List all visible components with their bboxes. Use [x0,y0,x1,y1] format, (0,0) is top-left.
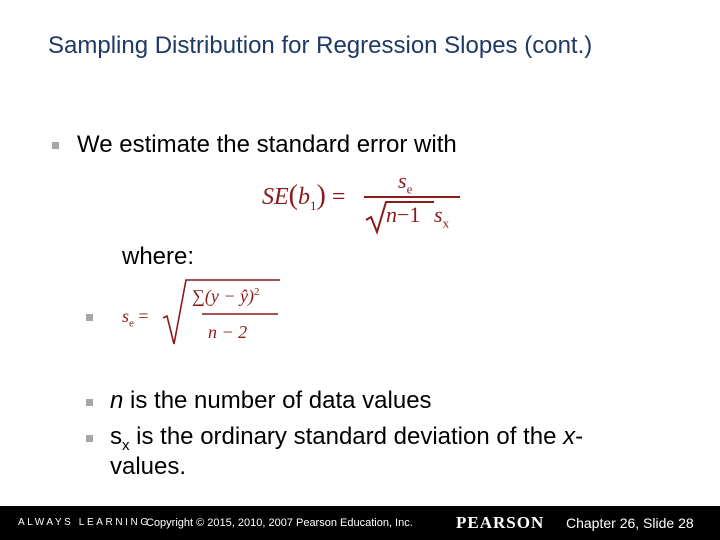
footer-pearson-logo: PEARSON [456,513,545,532]
formula-se-denominator: n − 2 [208,322,248,342]
footer-bar [0,506,720,540]
variable-x: x [563,423,576,450]
where-label: where: [122,243,195,270]
footer-copyright: Copyright © 2015, 2010, 2007 Pearson Education, Inc. [146,517,413,529]
formula-den-sub: x [442,215,450,231]
bullet-sx-text: is the ordinary standard deviation of the [129,423,564,450]
variable-s: s [110,423,122,450]
formula-numerator-s: s [398,168,407,193]
formula-sum: ∑ [192,286,205,306]
bullet-marker [86,314,93,321]
formula-den-minus-one: −1 [397,202,421,227]
formula-se-label: SE [262,184,289,210]
formula-den-s: s [434,202,443,227]
slide-title: Sampling Distribution for Regression Slopes (cont.) [48,32,593,59]
formula-numerator-sub: e [406,181,413,197]
bullet-marker [52,142,59,149]
bullet-marker [86,399,93,406]
bullet-standard-error: We estimate the standard error with [77,131,457,158]
formula-exponent: 2 [253,286,260,298]
footer-slide-number: Chapter 26, Slide 28 [566,515,694,531]
formula-den-n: n [386,202,397,227]
formula-b-subscript: 1 [310,197,317,213]
formula-residual: (y − ŷ) [204,286,254,306]
formula-b: b [298,184,310,210]
footer-always-learning: ALWAYS LEARNING [18,517,151,528]
bullet-n-text: is the number of data values [123,387,432,414]
bullet-sx-continuation: values. [110,453,187,480]
bullet-n-definition [110,386,432,416]
bullet-marker [86,435,93,442]
variable-n: n [110,387,124,414]
formula-se: $s_e$ = ∑(y − ŷ)$^2$ n − 2 [122,276,292,348]
formula-se-b1: $SE(b_1)$ = $s_e$ n−1 $s_x$ [262,168,472,238]
bullet-sx-hyphen: - [575,423,584,450]
variable-s-subscript: x [122,436,130,454]
formula-se-sub: e [129,317,134,330]
formula-se-s: s [122,306,130,326]
formula-fraction-bar [364,196,460,198]
